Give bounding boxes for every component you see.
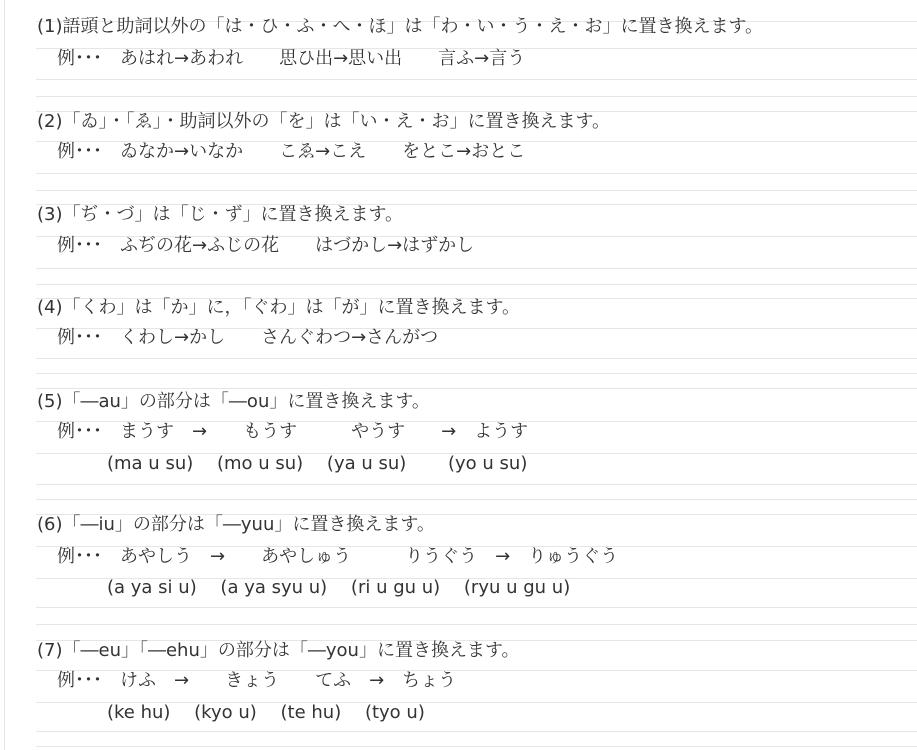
rule-3-heading: (3)「ぢ・づ」は「じ・ず」に置き換えます。	[37, 204, 404, 225]
rule-1-example: 例･･･ あはれ→あわれ 思ひ出→思い出 言ふ→言う	[57, 48, 526, 69]
rule-5-heading: (5)「―au」の部分は「―ou」に置き換えます。	[37, 391, 430, 412]
rule-6-romaji: (a ya si u) (a ya syu u) (ri u gu u) (ryu u gu u)	[107, 577, 571, 598]
rule-4-example: 例･･･ くわし→かし さんぐわつ→さんがつ	[57, 327, 439, 348]
left-border	[4, 0, 5, 750]
rule-5-example: 例･･･ まうす → もうす やうす → ようす	[57, 421, 529, 442]
rule-4-heading: (4)「くわ」は「か」に，「ぐわ」は「が」に置き換えます。	[37, 297, 521, 318]
rule-6-heading: (6)「―iu」の部分は「―yuu」に置き換えます。	[37, 514, 435, 535]
rule-7-romaji: (ke hu) (kyo u) (te hu) (tyo u)	[107, 702, 425, 723]
rule-7-heading: (7)「―eu」「―ehu」の部分は「―you」に置き換えます。	[37, 640, 520, 661]
rule-6-example: 例･･･ あやしう → あやしゅう りうぐう → りゅうぐう	[57, 546, 619, 567]
rule-5-romaji: (ma u su) (mo u su) (ya u su) (yo u su)	[107, 453, 528, 474]
rule-7-example: 例･･･ けふ → きょう てふ → ちょう	[57, 670, 457, 691]
rule-2-example: 例･･･ ゐなか→いなか こゑ→こえ をとこ→おとこ	[57, 141, 526, 162]
rule-1-heading: (1)語頭と助詞以外の「は・ひ・ふ・へ・ほ」は「わ・い・う・え・お」に置き換えます。	[37, 16, 764, 37]
rule-3-example: 例･･･ ふぢの花→ふじの花 はづかし→はずかし	[57, 235, 475, 256]
rule-2-heading: (2)「ゐ」・「ゑ」・助詞以外の「を」は「い・え・お」に置き換えます。	[37, 111, 611, 132]
